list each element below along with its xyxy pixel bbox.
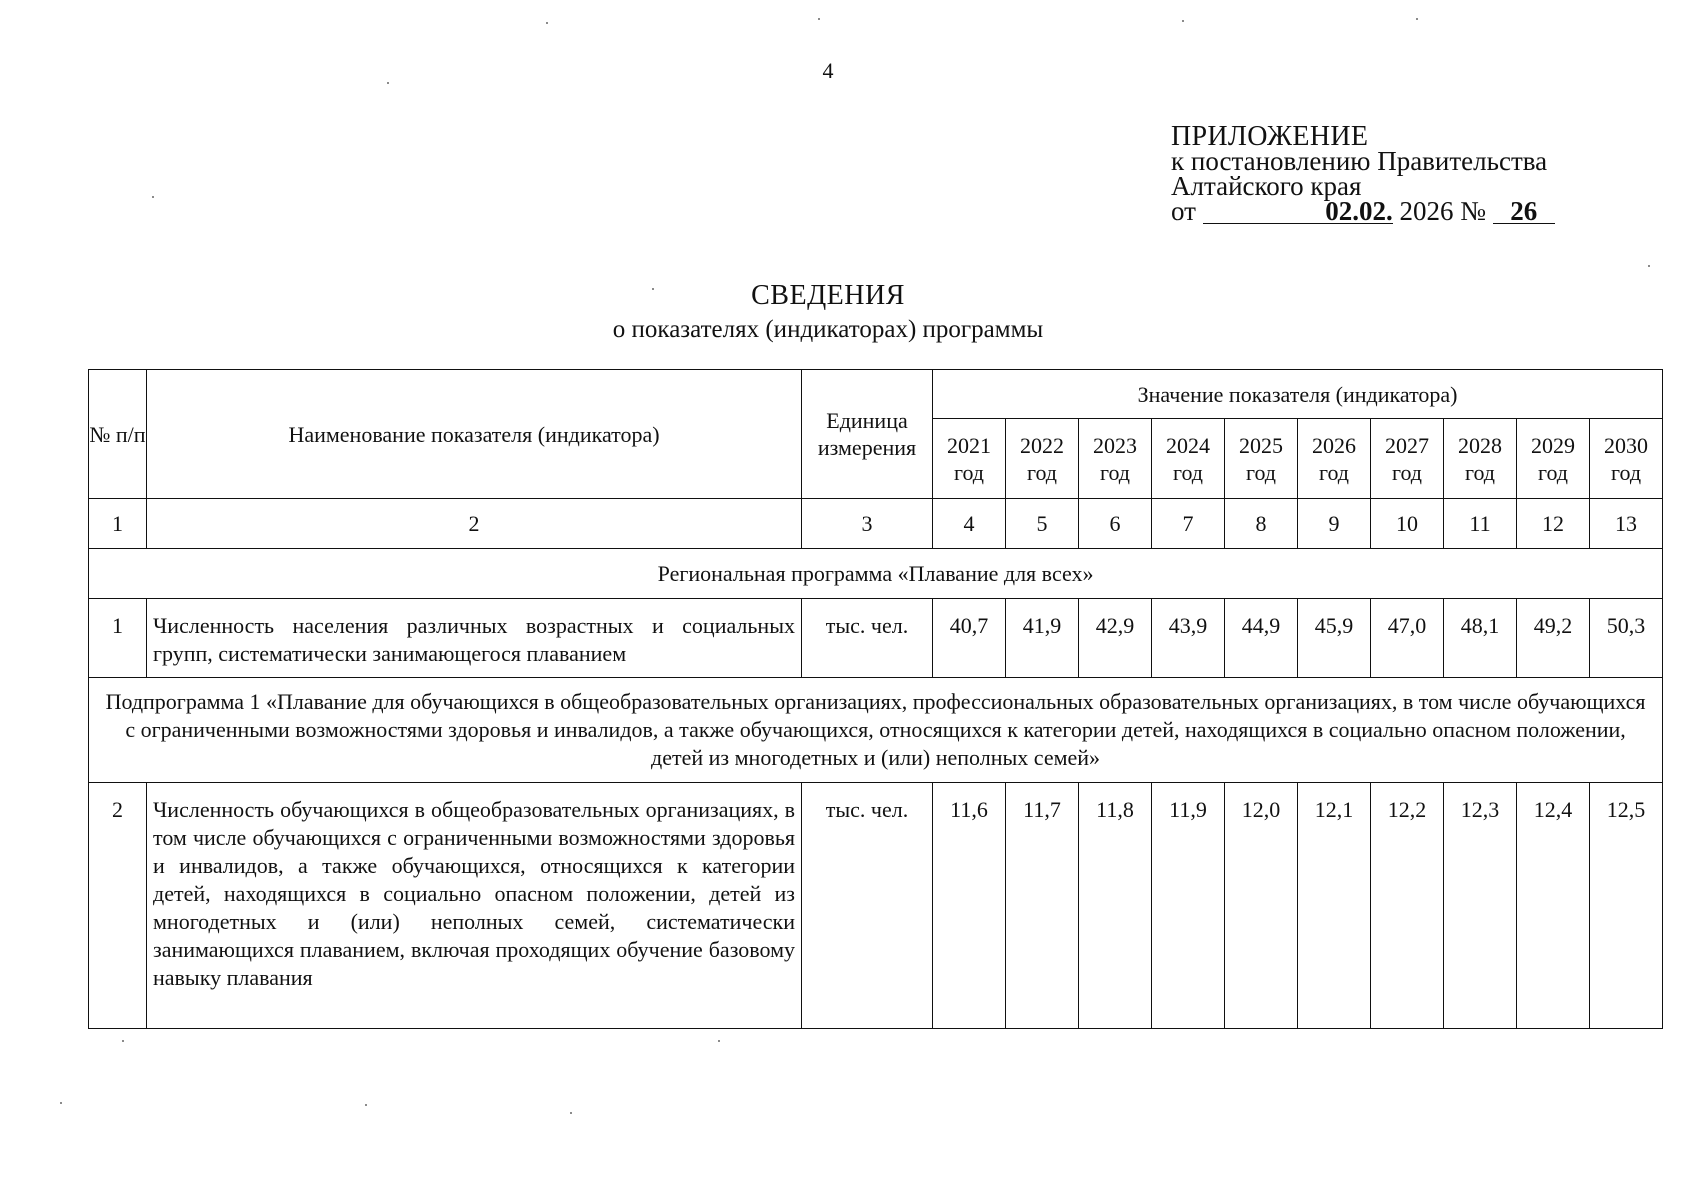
document-number: 26 [1493,199,1555,224]
row-value: 11,9 [1152,783,1225,1029]
appendix-line-3: Алтайского края [1171,171,1362,201]
row-name: Численность обучающихся в общеобразовательных организациях, в том числе обучающихся с ограниченными возможностями здоровья и инвалидов, а также обучающихся, относящихся к категории детей, находящихся в социально опасном положении, детей из многодетных и (или) неполных семей, систематически занимающихся плаванием, включая проходящих обучение базовому навыку плавания [147,783,802,1029]
scan-speck [1416,18,1418,20]
column-number: 5 [1006,499,1079,549]
header-year: 2029 год [1517,419,1590,499]
year-label: 2026 № [1399,196,1486,226]
column-number: 8 [1225,499,1298,549]
scan-speck [60,1102,62,1104]
column-number: 4 [933,499,1006,549]
table-row [89,599,1663,678]
header-year: 2022 год [1006,419,1079,499]
scan-speck [1648,265,1650,267]
row-no: 1 [89,599,147,678]
row-value: 11,7 [1006,783,1079,1029]
date-value: 02.02. [1203,199,1393,224]
row-value: 42,9 [1079,599,1152,678]
row-value: 11,8 [1079,783,1152,1029]
page-number: 4 [822,58,834,83]
scan-speck [718,1040,720,1042]
scan-speck [365,1104,367,1106]
appendix-block [1171,121,1555,226]
header-name: Наименование показателя (индикатора) [147,370,802,499]
header-year: 2028 год [1444,419,1517,499]
row-value: 12,3 [1444,783,1517,1029]
column-number-row [89,499,1663,549]
header-year: 2024 год [1152,419,1225,499]
heading-subtitle: о показателях (индикаторах) программы [612,316,1044,343]
scan-speck [570,1112,572,1114]
column-number: 11 [1444,499,1517,549]
header-values: Значение показателя (индикатора) [933,370,1663,419]
scan-speck [546,22,548,24]
row-unit: тыс. чел. [802,783,933,1029]
header-year: 2030 год [1590,419,1663,499]
row-value: 49,2 [1517,599,1590,678]
column-number: 9 [1298,499,1371,549]
scan-speck [152,196,154,198]
row-value: 11,6 [933,783,1006,1029]
indicators-table [88,369,1663,1029]
row-value: 48,1 [1444,599,1517,678]
section-regional-program: Региональная программа «Плавание для всех» [89,549,1663,599]
row-value: 40,7 [933,599,1006,678]
header-no: № п/п [89,370,147,499]
row-value: 12,0 [1225,783,1298,1029]
row-value: 50,3 [1590,599,1663,678]
column-number: 1 [89,499,147,549]
section-subprogram-1: Подпрограмма 1 «Плавание для обучающихся в общеобразовательных организациях, профессиональных образовательных организациях, в том числе обучающихся с ограниченными возможностями здоровья и инвалидов, а также обучающихся, относящихся к категории детей, находящихся в социально опасном положении, детей из многодетных и (или) неполных семей» [89,678,1663,783]
row-unit: тыс. чел. [802,599,933,678]
row-value: 41,9 [1006,599,1079,678]
scan-speck [652,288,654,290]
row-value: 12,2 [1371,783,1444,1029]
column-number: 3 [802,499,933,549]
header-year: 2027 год [1371,419,1444,499]
appendix-line-2: к постановлению Правительства [1171,146,1548,176]
scan-speck [1182,20,1184,22]
header-year: 2023 год [1079,419,1152,499]
row-value: 47,0 [1371,599,1444,678]
row-value: 12,1 [1298,783,1371,1029]
table-row [89,783,1663,1029]
header-year: 2026 год [1298,419,1371,499]
row-value: 12,5 [1590,783,1663,1029]
header-year: 2021 год [933,419,1006,499]
heading-title: СВЕДЕНИЯ [751,280,905,311]
row-value: 12,4 [1517,783,1590,1029]
column-number: 6 [1079,499,1152,549]
scan-speck [818,18,820,20]
date-prefix: от [1171,196,1196,226]
column-number: 7 [1152,499,1225,549]
row-value: 43,9 [1152,599,1225,678]
scan-speck [122,1040,124,1042]
scan-speck [387,82,389,84]
appendix-date-line [1171,196,1555,226]
column-number: 12 [1517,499,1590,549]
header-unit: Единица измерения [802,370,933,499]
appendix-title: ПРИЛОЖЕНИЕ [1171,121,1369,152]
row-name: Численность населения различных возрастных и социальных групп, систематически занимающегося плаванием [147,599,802,678]
row-value: 44,9 [1225,599,1298,678]
header-year: 2025 год [1225,419,1298,499]
column-number: 10 [1371,499,1444,549]
row-value: 45,9 [1298,599,1371,678]
row-no: 2 [89,783,147,1029]
column-number: 13 [1590,499,1663,549]
column-number: 2 [147,499,802,549]
